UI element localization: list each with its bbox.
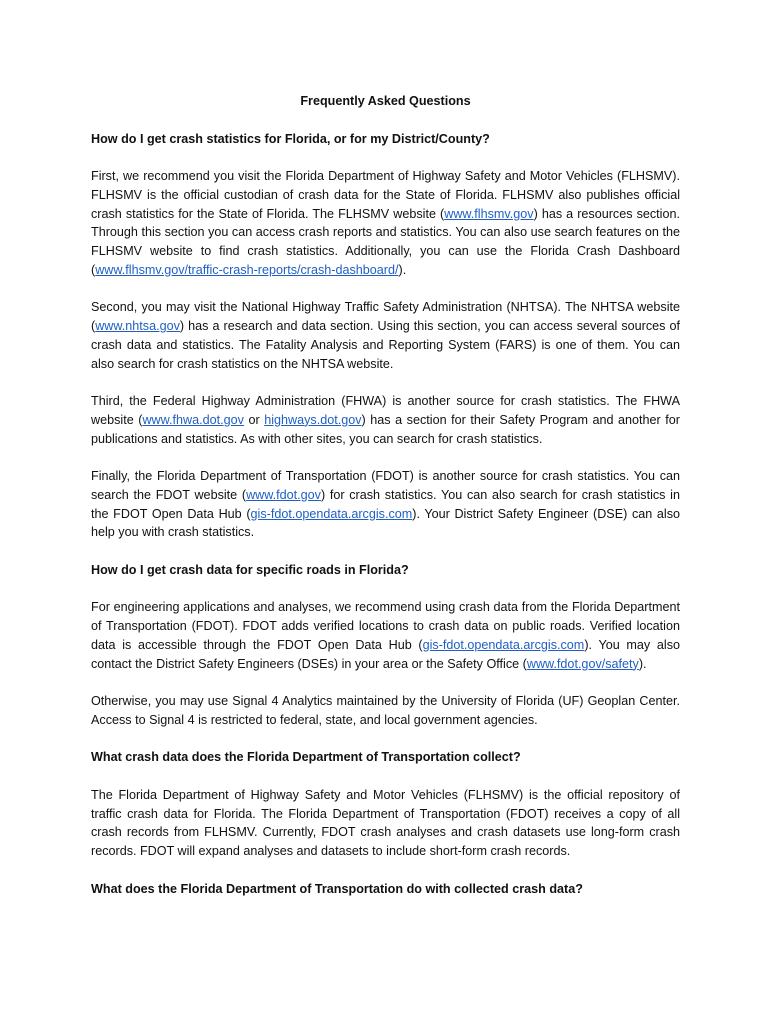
- question-heading-data-use: What does the Florida Department of Transportation do with collected crash data?: [91, 881, 583, 896]
- question-heading-specific-roads: How do I get crash data for specific roads in Florida?: [91, 562, 409, 577]
- flhsmv-link[interactable]: www.flhsmv.gov: [444, 206, 534, 221]
- fhwa-link[interactable]: www.fhwa.dot.gov: [142, 412, 244, 427]
- paragraph-signal4: Otherwise, you may use Signal 4 Analytics maintained by the University of Florida (UF) Geoplan Center. Access to Signal 4 is restricted to federal, state, and local government agencies.: [91, 694, 680, 727]
- question-heading-crash-data-collected: What crash data does the Florida Department of Transportation collect?: [91, 750, 521, 765]
- paragraph-fhwa: Third, the Federal Highway Administration (FHWA) is another source for crash statistics. The FHWA website (www.fhwa.dot.gov or highways.dot.gov) has a section for their Safety Program and another for publications and statistics. As with other sites, you can search for crash statistics.: [91, 394, 680, 446]
- open-data-hub-link[interactable]: gis-fdot.opendata.arcgis.com: [250, 506, 413, 521]
- paragraph-repository: The Florida Department of Highway Safety and Motor Vehicles (FLHSMV) is the official repository of traffic crash data for Florida. The Florida Department of Transportation (FDOT) receives a copy of all crash records from FLHSMV. Currently, FDOT crash analyses and crash datasets use long-form crash records. FDOT will expand analyses and datasets to include short-form crash records.: [91, 787, 680, 858]
- paragraph-flhsmv: First, we recommend you visit the Florida Department of Highway Safety and Motor Vehicles (FLHSMV). FLHSMV is the official custodian of crash data for the State of Florida. FLHSMV also publishes official crash statistics for the State of Florida. The FLHSMV website (www.flhsmv.gov) has a resources section. Through this section you can access crash reports and statistics. You can also use search features on the FLHSMV website to find crash statistics. Additionally, you can use the Florida Crash Dashboard (www.flhsmv.gov/traffic-crash-reports/crash-dashboard/).: [91, 169, 680, 277]
- page-title: Frequently Asked Questions: [300, 94, 471, 108]
- fdot-safety-link[interactable]: www.fdot.gov/safety: [526, 656, 639, 671]
- paragraph-engineering: For engineering applications and analyses, we recommend using crash data from the Florida Department of Transportation (FDOT). FDOT adds verified locations to crash data on public roads. Verified location data is accessible through the FDOT Open Data Hub (gis-fdot.opendata.arcgis.com). You may also contact the District Safety Engineers (DSEs) in your area or the Safety Office (www.fdot.gov/safety).: [91, 600, 680, 671]
- question-heading-crash-statistics: How do I get crash statistics for Florida, or for my District/County?: [91, 131, 490, 146]
- document-page: [91, 92, 680, 917]
- crash-dashboard-link[interactable]: www.flhsmv.gov/traffic-crash-reports/crash-dashboard/: [95, 262, 399, 277]
- fdot-link[interactable]: www.fdot.gov: [246, 487, 321, 502]
- nhtsa-link[interactable]: www.nhtsa.gov: [95, 319, 180, 333]
- open-data-hub-link-2[interactable]: gis-fdot.opendata.arcgis.com: [422, 637, 585, 652]
- highways-link[interactable]: highways.dot.gov: [264, 412, 362, 427]
- paragraph-nhtsa: Second, you may visit the National Highway Traffic Safety Administration (NHTSA). The NHTSA website (www.nhtsa.gov) has a research and data section. Using this section, you can access several sources of crash data and statistics. The Fatality Analysis and Reporting System (FARS) is one of them. You can also search for crash statistics on the NHTSA website.: [91, 300, 680, 371]
- paragraph-fdot: Finally, the Florida Department of Transportation (FDOT) is another source for crash statistics. You can search the FDOT website (www.fdot.gov) for crash statistics. You can also search for crash statistics in the FDOT Open Data Hub (gis-fdot.opendata.arcgis.com). Your District Safety Engineer (DSE) can also help you with crash statistics.: [91, 469, 681, 540]
